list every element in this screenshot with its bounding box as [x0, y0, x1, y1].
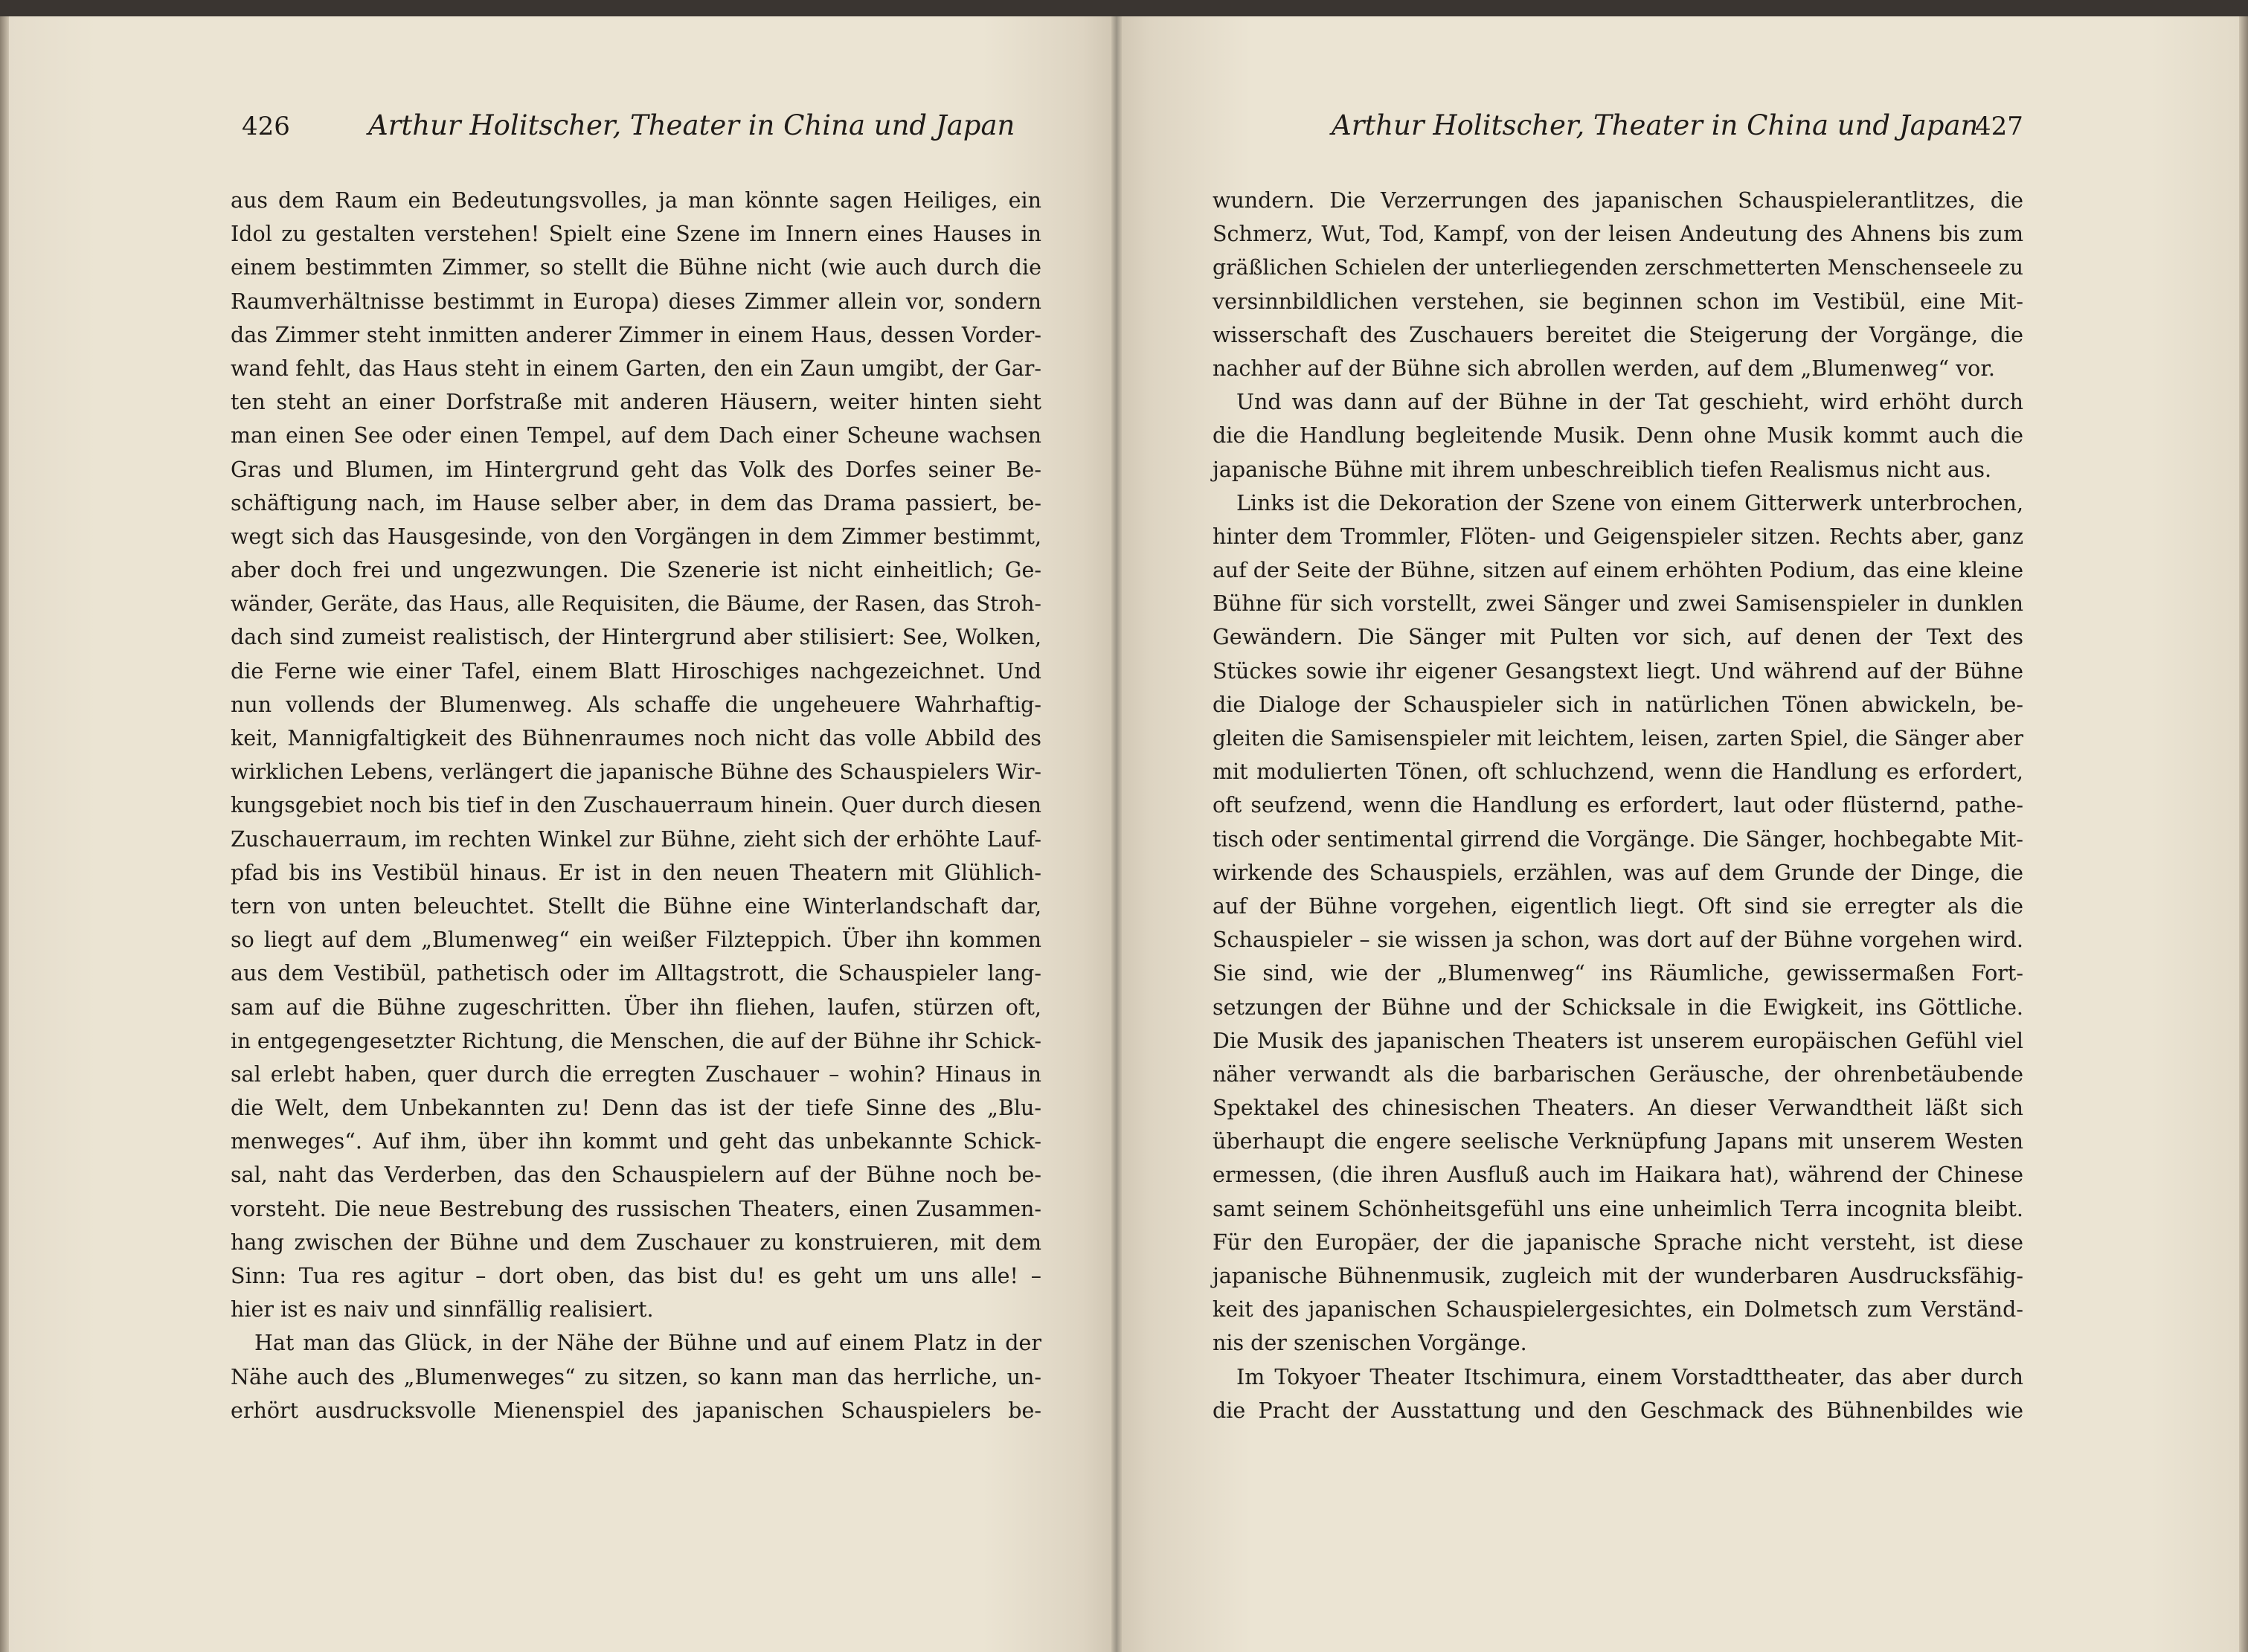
- text-line: auf der Seite der Bühne, sitzen auf einem erhöhten Podium, das eine kleine: [1213, 558, 2023, 583]
- text-line: gräßlichen Schielen der unterliegenden zerschmetterten Menschenseele zu: [1213, 255, 2023, 280]
- text-line: auf der Bühne vorgehen, eigentlich liegt. Oft sind sie erregter als die: [1213, 893, 2023, 919]
- text-line: ten steht an einer Dorfstraße mit anderen Häusern, weiter hinten sieht: [231, 390, 1041, 415]
- text-line: pfad bis ins Vestibül hinaus. Er ist in den neuen Theatern mit Glühlich-: [231, 860, 1041, 885]
- text-line: hier ist es naiv und sinnfällig realisiert.: [231, 1297, 654, 1322]
- running-head-right: Arthur Holitscher, Theater in China und Japan: [1332, 109, 1979, 141]
- text-line: vorsteht. Die neue Bestrebung des russischen Theaters, einen Zusammen-: [231, 1196, 1041, 1221]
- text-line: die die Handlung begleitende Musik. Denn ohne Musik kommt auch die: [1213, 423, 2023, 449]
- text-line: oft seufzend, wenn die Handlung es erfordert, laut oder flüsternd, pathe-: [1213, 793, 2023, 818]
- text-line: wirklichen Lebens, verlängert die japanische Bühne des Schauspielers Wir-: [231, 759, 1041, 785]
- text-line: Sinn: Tua res agitur – dort oben, das bist du! es geht um uns alle! –: [231, 1264, 1041, 1288]
- text-line: Für den Europäer, der die japanische Sprache nicht versteht, ist diese: [1213, 1230, 2023, 1255]
- text-line: wirkende des Schauspiels, erzählen, was auf dem Grunde der Dinge, die: [1213, 860, 2023, 885]
- text-line: Gewändern. Die Sänger mit Pulten vor sich, auf denen der Text des: [1213, 625, 2023, 650]
- text-line: Zuschauerraum, im rechten Winkel zur Bühne, zieht sich der erhöhte Lauf-: [231, 826, 1041, 852]
- text-line: wundern. Die Verzerrungen des japanischen Schauspielerantlitzes, die: [1213, 188, 2023, 213]
- text-line: keit des japanischen Schauspielergesichtes, ein Dolmetsch zum Verständ-: [1213, 1297, 2023, 1322]
- left-page-body: [231, 184, 1041, 1427]
- text-line: kungsgebiet noch bis tief in den Zuschauerraum hinein. Quer durch diesen: [231, 793, 1041, 818]
- text-line: menweges“. Auf ihm, über ihn kommt und geht das unbekannte Schick-: [231, 1129, 1041, 1154]
- text-line: Gras und Blumen, im Hintergrund geht das Volk des Dorfes seiner Be-: [231, 457, 1041, 482]
- text-line: sal erlebt haben, quer durch die erregten Zuschauer – wohin? Hinaus in: [231, 1061, 1041, 1087]
- page-edge-left: [0, 16, 9, 1652]
- text-line: erhört ausdrucksvolle Mienenspiel des japanischen Schauspielers be-: [231, 1398, 1041, 1423]
- text-line: näher verwandt als die barbarischen Geräusche, der ohrenbetäubende: [1213, 1061, 2023, 1087]
- text-line: samt seinem Schönheitsgefühl uns eine unheimlich Terra incognita bleibt.: [1213, 1196, 2023, 1221]
- text-line: die Dialoge der Schauspieler sich in natürlichen Tönen abwickeln, be-: [1213, 692, 2023, 717]
- text-line: Die Musik des japanischen Theaters ist unserem europäischen Gefühl viel: [1213, 1028, 2023, 1053]
- text-line: wegt sich das Hausgesinde, von den Vorgängen in dem Zimmer bestimmt,: [231, 524, 1041, 549]
- text-line: hinter dem Trommler, Flöten- und Geigenspieler sitzen. Rechts aber, ganz: [1213, 524, 2023, 549]
- text-line: japanische Bühnenmusik, zugleich mit der wunderbaren Ausdrucksfähig-: [1213, 1264, 2023, 1288]
- text-line: Schmerz, Wut, Tod, Kampf, von der leisen Andeutung des Ahnens bis zum: [1213, 222, 2023, 247]
- text-line: Links ist die Dekoration der Szene von einem Gitterwerk unterbrochen,: [1236, 490, 2023, 515]
- text-line: Sie sind, wie der „Blumenweg“ ins Räumliche, gewissermaßen Fort-: [1213, 961, 2023, 986]
- text-line: Im Tokyoer Theater Itschimura, einem Vorstadttheater, das aber durch: [1236, 1364, 2023, 1389]
- text-line: man einen See oder einen Tempel, auf dem Dach einer Scheune wachsen: [231, 423, 1041, 449]
- text-line: die Welt, dem Unbekannten zu! Denn das ist der tiefe Sinne des „Blu-: [231, 1096, 1041, 1121]
- text-line: dach sind zumeist realistisch, der Hintergrund aber stilisiert: See, Wolken,: [231, 625, 1041, 650]
- text-line: setzungen der Bühne und der Schicksale in die Ewigkeit, ins Göttliche.: [1213, 994, 2023, 1020]
- text-line: gleiten die Samisenspieler mit leichtem, leisen, zarten Spiel, die Sänger aber: [1213, 726, 2023, 751]
- running-head-left: Arthur Holitscher, Theater in China und Japan: [368, 109, 1015, 141]
- text-line: aber doch frei und ungezwungen. Die Szenerie ist nicht einheitlich; Ge-: [231, 558, 1041, 583]
- text-line: Raumverhältnisse bestimmt in Europa) dieses Zimmer allein vor, sondern: [231, 289, 1041, 314]
- text-line: Idol zu gestalten verstehen! Spielt eine Szene im Innern eines Hauses in: [231, 222, 1041, 247]
- text-line: schäftigung nach, im Hause selber aber, in dem das Drama passiert, be-: [231, 490, 1041, 515]
- text-line: Bühne für sich vorstellt, zwei Sänger und zwei Samisenspieler in dunklen: [1213, 591, 2023, 617]
- text-line: tisch oder sentimental girrend die Vorgänge. Die Sänger, hochbegabte Mit-: [1213, 826, 2023, 852]
- text-line: einem bestimmten Zimmer, so stellt die Bühne nicht (wie auch durch die: [231, 255, 1041, 280]
- right-page: [1116, 16, 2241, 1652]
- text-line: ermessen, (die ihren Ausfluß auch im Haikara hat), während der Chinese: [1213, 1163, 2023, 1188]
- text-line: wisserschaft des Zuschauers bereitet die Steigerung der Vorgänge, die: [1213, 322, 2023, 347]
- text-line: Schauspieler – sie wissen ja schon, was dort auf der Bühne vorgehen wird.: [1213, 928, 2023, 953]
- text-line: Und was dann auf der Bühne in der Tat geschieht, wird erhöht durch: [1236, 390, 2023, 415]
- text-line: mit modulierten Tönen, oft schluchzend, wenn die Handlung es erfordert,: [1213, 759, 2023, 785]
- text-line: Hat man das Glück, in der Nähe der Bühne und auf einem Platz in der: [254, 1331, 1041, 1356]
- text-line: in entgegengesetzter Richtung, die Menschen, die auf der Bühne ihr Schick-: [231, 1028, 1041, 1053]
- page-number-right: 427: [1975, 112, 2023, 141]
- text-line: tern von unten beleuchtet. Stellt die Bühne eine Winterlandschaft dar,: [231, 893, 1041, 919]
- text-line: aus dem Vestibül, pathetisch oder im Alltagstrott, die Schauspieler lang-: [231, 961, 1041, 986]
- text-line: sal, naht das Verderben, das den Schauspielern auf der Bühne noch be-: [231, 1163, 1041, 1188]
- text-line: japanische Bühne mit ihrem unbeschreiblich tiefen Realismus nicht aus.: [1213, 457, 1992, 482]
- text-line: das Zimmer steht inmitten anderer Zimmer in einem Haus, dessen Vorder-: [231, 322, 1041, 347]
- book-gutter: [1111, 16, 1122, 1652]
- text-line: Stückes sowie ihr eigener Gesangstext liegt. Und während auf der Bühne: [1213, 658, 2023, 684]
- text-line: die Ferne wie einer Tafel, einem Blatt Hiroschiges nachgezeichnet. Und: [231, 658, 1041, 684]
- text-line: aus dem Raum ein Bedeutungsvolles, ja man könnte sagen Heiliges, ein: [231, 188, 1041, 213]
- text-line: nis der szenischen Vorgänge.: [1213, 1331, 1527, 1356]
- text-line: wand fehlt, das Haus steht in einem Garten, den ein Zaun umgibt, der Gar-: [231, 356, 1041, 381]
- text-line: nachher auf der Bühne sich abrollen werden, auf dem „Blumenweg“ vor.: [1213, 356, 1995, 381]
- text-line: wänder, Geräte, das Haus, alle Requisiten, die Bäume, der Rasen, das Stroh-: [231, 591, 1041, 617]
- text-line: nun vollends der Blumenweg. Als schaffe die ungeheuere Wahrhaftig-: [231, 692, 1041, 717]
- text-line: überhaupt die engere seelische Verknüpfung Japans mit unserem Westen: [1213, 1129, 2023, 1154]
- left-page: [7, 16, 1116, 1652]
- text-line: Nähe auch des „Blumenweges“ zu sitzen, so kann man das herrliche, un-: [231, 1364, 1041, 1389]
- text-line: Spektakel des chinesischen Theaters. An dieser Verwandtheit läßt sich: [1213, 1096, 2023, 1121]
- page-number-left: 426: [242, 112, 290, 141]
- text-line: die Pracht der Ausstattung und den Geschmack des Bühnenbildes wie: [1213, 1398, 2023, 1423]
- right-page-body: [1213, 184, 2023, 1427]
- text-line: hang zwischen der Bühne und dem Zuschauer zu konstruieren, mit dem: [231, 1230, 1041, 1255]
- text-line: so liegt auf dem „Blumenweg“ ein weißer Filzteppich. Über ihn kommen: [231, 928, 1041, 953]
- text-line: versinnbildlichen verstehen, sie beginnen schon im Vestibül, eine Mit-: [1213, 289, 2023, 314]
- page-edge-right: [2239, 16, 2248, 1652]
- text-line: sam auf die Bühne zugeschritten. Über ihn fliehen, laufen, stürzen oft,: [231, 994, 1041, 1020]
- text-line: keit, Mannigfaltigkeit des Bühnenraumes noch nicht das volle Abbild des: [231, 726, 1041, 751]
